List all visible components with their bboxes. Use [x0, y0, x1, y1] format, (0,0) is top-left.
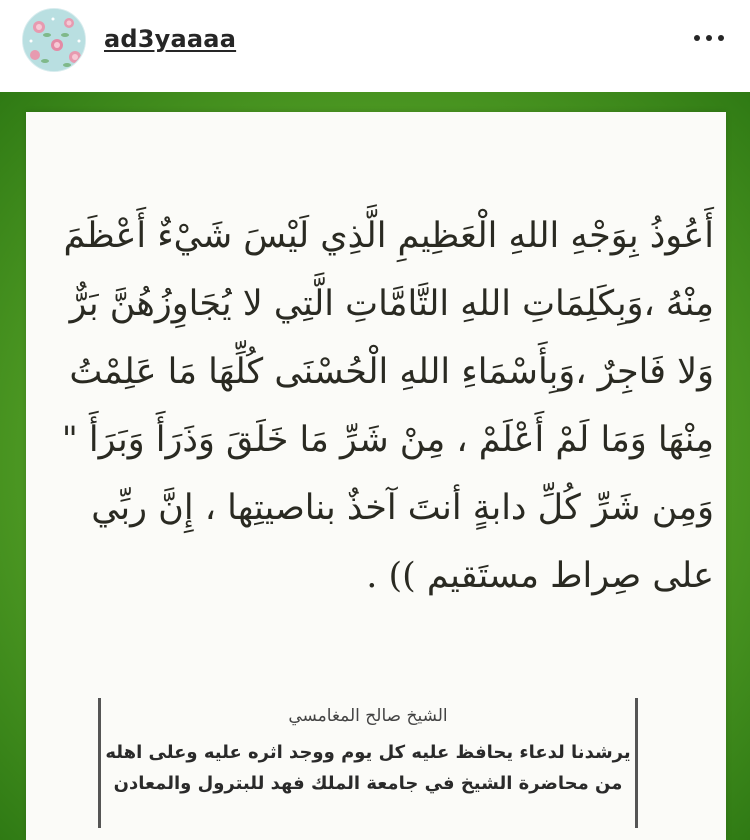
post-header: [0, 0, 750, 92]
more-options-dot: [718, 35, 724, 41]
sheikh-name: الشيخ صالح المغامسي: [288, 706, 448, 726]
note-line: من محاضرة الشيخ في جامعة الملك فهد للبترول والمعادن: [113, 773, 623, 794]
post-image[interactable]: [0, 92, 750, 840]
dua-line: مِنْهَا وَمَا لَمْ أَعْلَمْ ، مِنْ شَرِّ مَا خَلَقَ وَذَرَأَ وَبَرَأَ ": [61, 420, 714, 460]
dua-line: مِنْهُ ،وَبِكَلِمَاتِ اللهِ التَّامَّاتِ الَّتِي لا يُجَاوِزُهُنَّ بَرٌّ: [69, 284, 714, 324]
dua-line: وَلا فَاجِرٌ ،وَبِأَسْمَاءِ اللهِ الْحُسْنَى كُلِّهَا مَا عَلِمْتُ: [69, 352, 714, 392]
username-link[interactable]: ad3yaaaa: [104, 25, 237, 53]
floral-pattern-icon: [23, 9, 86, 72]
dua-text: [44, 202, 714, 610]
profile-avatar[interactable]: [22, 8, 86, 72]
more-options-dot: [706, 35, 712, 41]
dua-line: أَعُوذُ بِوَجْهِ اللهِ الْعَظِيمِ الَّذِي لَيْسَ شَيْءٌ أَعْظَمَ: [63, 216, 714, 256]
more-options-dot: [694, 35, 700, 41]
dua-card: [26, 112, 726, 840]
source-note: [98, 698, 638, 828]
note-line: يرشدنا لدعاء يحافظ عليه كل يوم ووجد اثره عليه وعلى اهله: [105, 742, 631, 763]
dua-line: وَمِن شَرِّ كُلِّ دابةٍ أنتَ آخذٌ بناصيتِها ، إِنَّ ربِّي: [91, 488, 714, 528]
dua-line: على صِراط مستَقيم )) .: [366, 556, 714, 596]
more-options-icon[interactable]: [694, 26, 724, 50]
